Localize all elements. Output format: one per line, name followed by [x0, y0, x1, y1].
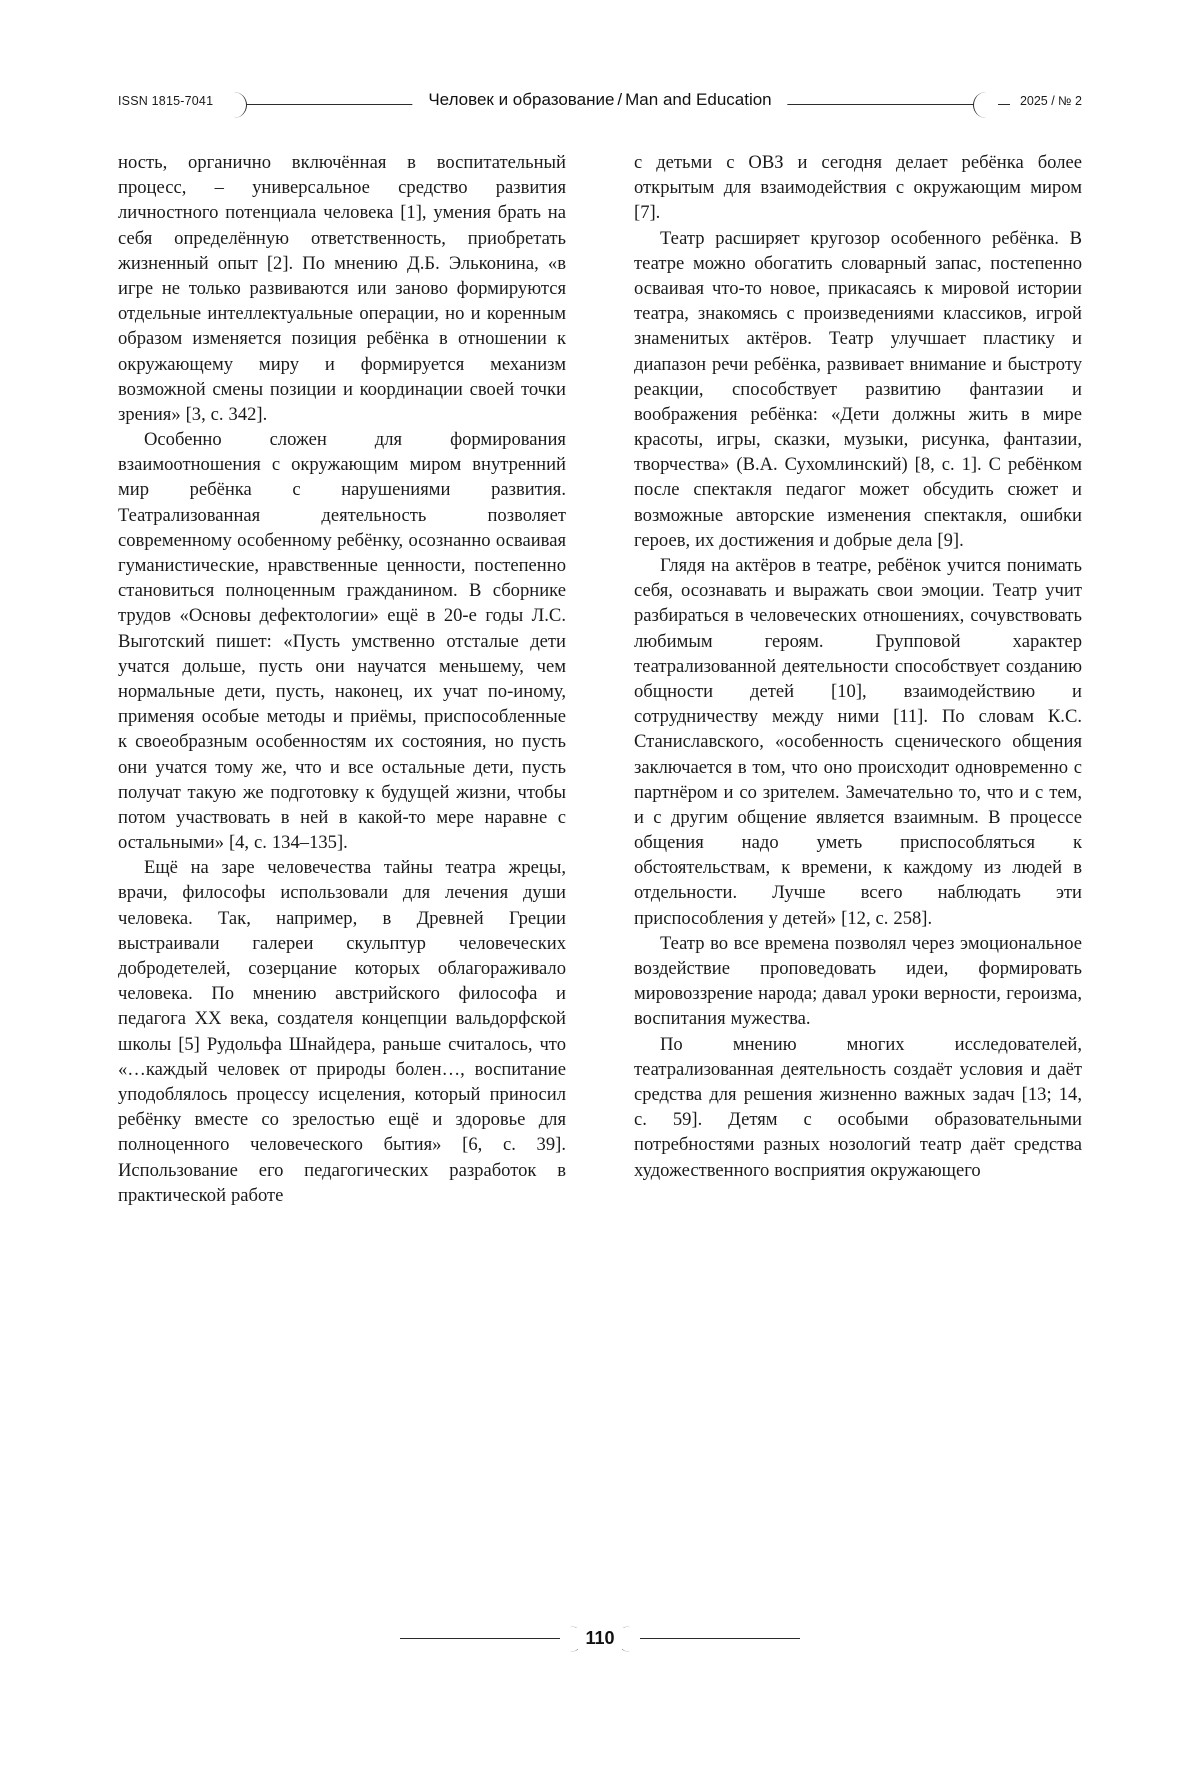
- issn-label: ISSN 1815-7041: [118, 94, 222, 108]
- header-right-bracket: [973, 92, 998, 118]
- page-footer: [400, 1628, 800, 1688]
- paragraph: с детьми с ОВЗ и сегодня делает ребёнка более открытым для взаимодействия с окружающим миром [7].: [634, 152, 1082, 224]
- paragraph: Особенно сложен для формирования взаимоотношения с окружающим миром внутренний мир ребёнка с нарушениями развития. Театрализованная деятельность позволяет современному особенному ребёнку, осознанно осваивая гуманистические, нравственные ценности, постепенно становиться полноценным гражданином. В сборнике трудов «Основы дефектологии» ещё в 20-е годы Л.С. Выготский пишет: «Пусть умственно отсталые дети учатся дольше, пусть они научатся меньшему, чем нормальные дети, пусть, наконец, их учат по-иному, применяя особые методы и приёмы, приспособленные к своеобразным особенностям их состояния, но пусть они учатся тому же, что и все остальные дети, пусть получат такую же подготовку к будущей жизни, чтобы потом участвовать в ней в какой-то мере наравне с остальными» [4, с. 134–135].: [118, 429, 566, 854]
- column-right: [634, 150, 1082, 1208]
- journal-title: [412, 90, 787, 110]
- paragraph: Ещё на заре человечества тайны театра жрецы, врачи, философы использовали для лечения души человека. Так, например, в Древней Греции выстраивали галереи скульптур человеческих добродетелей, созерцание которых облагораживало человека. По мнению австрийского философа и педагога XX века, создателя концепции вальдорфской школы [5] Рудольфа Шнайдера, раньше считалось, что «…каждый человек от природы болен…, воспитание уподоблялось процессу исцеления, который приносил ребёнку вместе со зрелостью ещё и здоровье для полноценного человеческого бытия» [6, с. 39]. Использование его педагогических разработок в практической работе: [118, 857, 566, 1206]
- paragraph: По мнению многих исследователей, театрализованная деятельность создаёт условия и даёт средства для решения жизненно важных задач [13; 14, с. 59]. Детям с особыми образовательными потребностями разных нозологий театр даёт средства художественного восприятия окружающего: [634, 1033, 1082, 1181]
- header-left-bracket: [222, 92, 247, 118]
- paragraph: Театр расширяет кругозор особенного ребёнка. В театре можно обогатить словарный запас, постепенно осваивая что-то новое, прикасаясь к мировой истории театра, знакомясь с произведениями классиков, игрой знаменитых актёров. Театр улучшает пластику и диапазон речи ребёнка, развивает внимание и быстроту реакции, способствует развитию фантазии и воображения ребёнка: «Дети должны жить в мире красоты, игры, сказки, музыки, рисунка, фантазии, творчества» (В.А. Сухомлинский) [8, с. 1]. С ребёнком после спектакля педагог может обсудить сюжет и возможные авторские изменения спектакля, ошибки героев, их достижения и добрые дела [9].: [634, 227, 1082, 551]
- column-left: [118, 150, 566, 1208]
- paragraph: Театр во все времена позволял через эмоциональное воздействие проповедовать идеи, формировать мировоззрение народа; давал уроки верности, героизма, воспитания мужества.: [634, 932, 1082, 1030]
- journal-title-separator: /: [617, 90, 623, 109]
- page-number: 110: [571, 1628, 628, 1649]
- journal-title-ru: Человек и образование: [428, 90, 615, 109]
- issue-label: 2025 / № 2: [1010, 94, 1082, 108]
- page-header: [118, 88, 1082, 122]
- paragraph: ность, органично включённая в воспитательный процесс, – универсальное средство развития личностного потенциала человека [1], умения брать на себя определённую ответственность, приобретать жизненный опыт [2]. По мнению Д.Б. Эльконина, «в игре не только развиваются или заново формируются отдельные интеллектуальные операции, но и коренным образом изменяется позиция ребёнка в отношении к окружающему миру и формируется механизм возможной смены позиции и координации своей точки зрения» [3, с. 342].: [118, 152, 566, 425]
- paragraph: Глядя на актёров в театре, ребёнок учится понимать себя, осознавать и выражать свои эмоции. Театр учит разбираться в человеческих отношениях, сочувствовать любимым героям. Групповой характер театрализованной деятельности способствует созданию общности детей [10], взаимодействию и сотрудничеству между ними [11]. По словам К.С. Станиславского, «особенность сценического общения заключается в том, что оно происходит одновременно с партнёром и со зрителем. Замечательно то, что и с тем, и с другим общение является взаимным. В процессе общения надо уметь приспособляться к обстоятельствам, к времени, к каждому из людей в отдельности. Лучше всего наблюдать эти приспособления у детей» [12, с. 258].: [634, 555, 1082, 929]
- article-body: [118, 150, 1082, 1208]
- journal-title-en: Man and Education: [625, 90, 772, 109]
